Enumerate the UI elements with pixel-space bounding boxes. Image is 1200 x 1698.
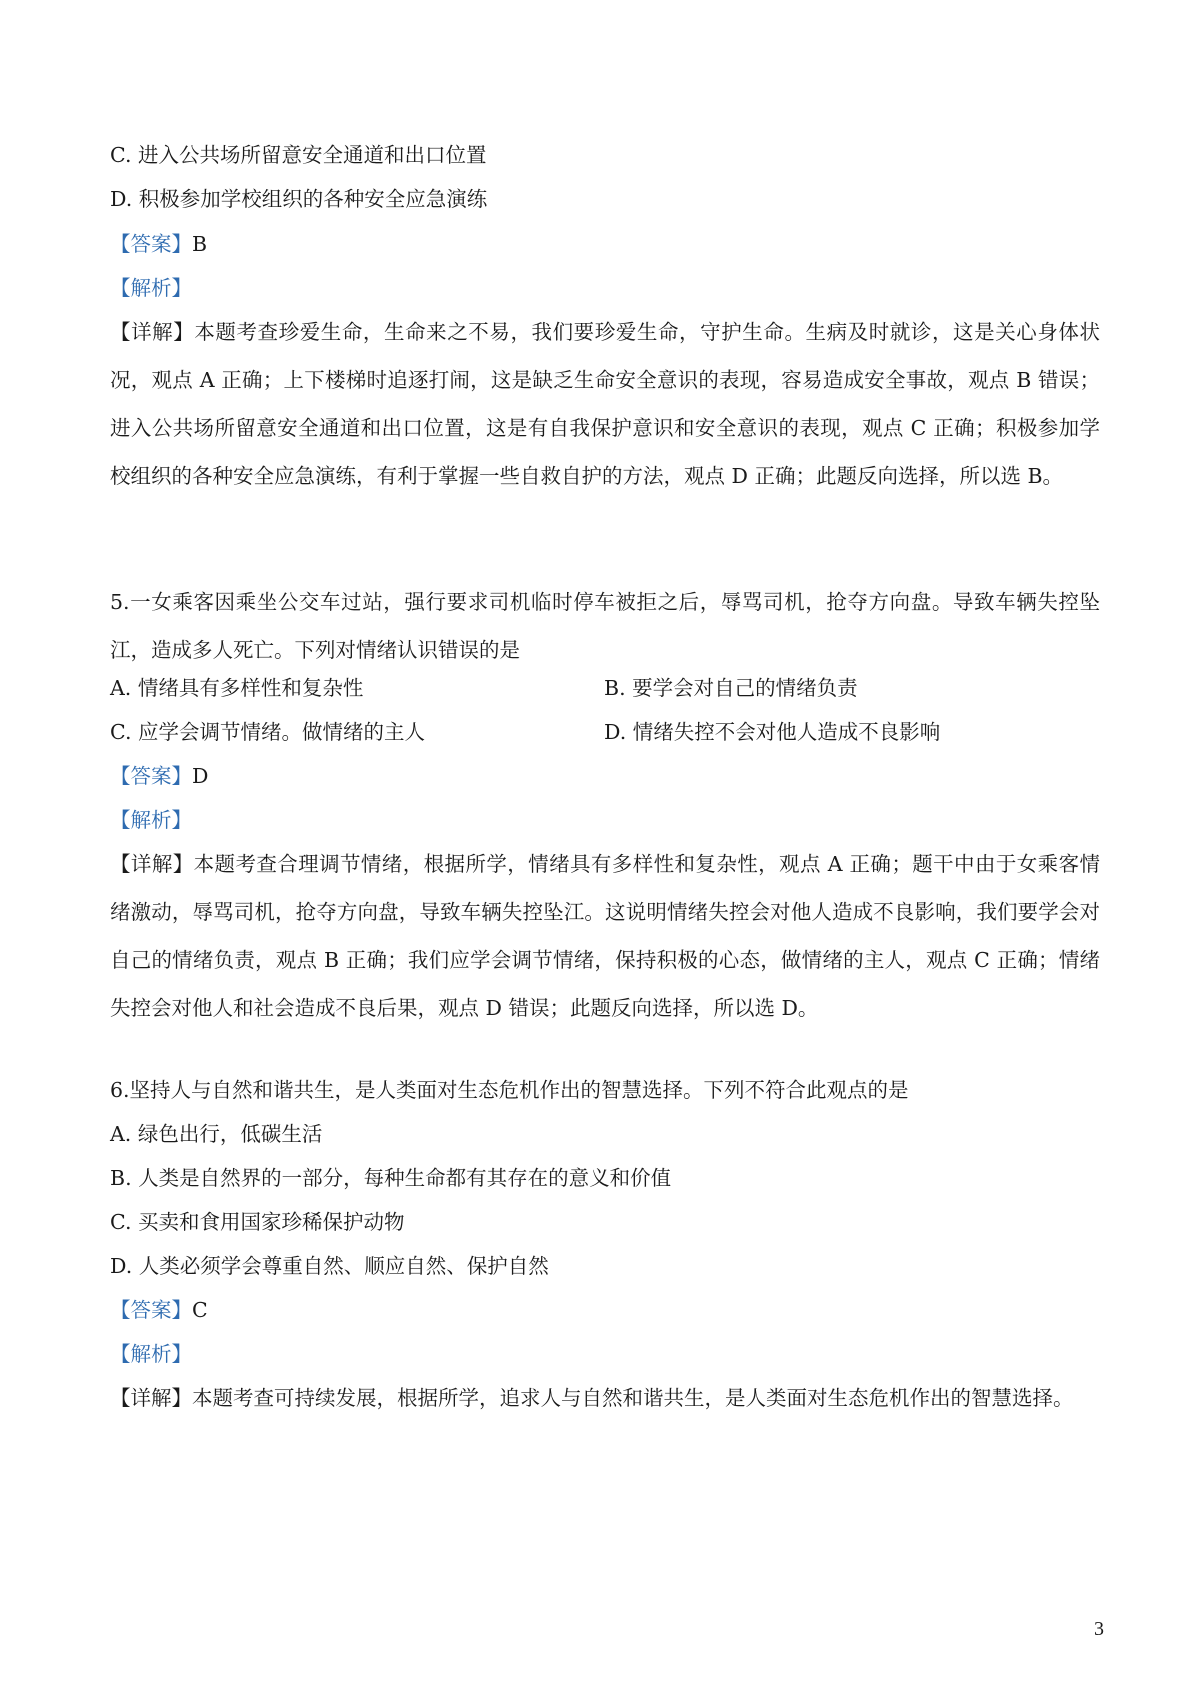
answer-label: 【答案】	[110, 1298, 192, 1322]
q6-option-d: D. 人类必须学会尊重自然、顺应自然、保护自然	[110, 1254, 549, 1278]
q6-option-a: A. 绿色出行，低碳生活	[110, 1122, 323, 1146]
q5-stem: 5.一女乘客因乘坐公交车过站，强行要求司机临时停车被拒之后，辱骂司机，抢夺方向盘。导致车辆失控坠江，造成多人死亡。下列对情绪认识错误的是	[110, 590, 1100, 662]
detail-text: 本题考查珍爱生命，生命来之不易，我们要珍爱生命，守护生命。生病及时就诊，这是关心身体状况，观点 A 正确；上下楼梯时追逐打闹，这是缺乏生命安全意识的表现，容易造成安全事故，观点 B 错误；进入公共场所留意安全通道和出口位置，这是有自我保护意识和安全意识的表现，观点 C 正确；积极参加学校组织的各种安全应急演练，有利于掌握一些自救自护的方法，观点 D 正确；此题反向选择，所以选 B。	[110, 320, 1101, 488]
answer-label: 【答案】	[110, 764, 192, 788]
detail-text: 本题考查可持续发展，根据所学，追求人与自然和谐共生，是人类面对生态危机作出的智慧选择。	[192, 1386, 1074, 1410]
q6-stem: 6.坚持人与自然和谐共生，是人类面对生态危机作出的智慧选择。下列不符合此观点的是	[110, 1078, 909, 1102]
q5-option-d: D. 情绪失控不会对他人造成不良影响	[604, 720, 941, 744]
q4-option-d: D. 积极参加学校组织的各种安全应急演练	[110, 187, 488, 211]
q5-detail	[110, 840, 1100, 1032]
answer-value: D	[192, 764, 209, 788]
detail-text: 本题考查合理调节情绪，根据所学，情绪具有多样性和复杂性，观点 A 正确；题干中由于女乘客情绪激动，辱骂司机，抢夺方向盘，导致车辆失控坠江。这说明情绪失控会对他人造成不良影响，我们要学会对自己的情绪负责，观点 B 正确；我们应学会调节情绪，保持积极的心态，做情绪的主人，观点 C 正确；情绪失控会对他人和社会造成不良后果，观点 D 错误；此题反向选择，所以选 D。	[110, 852, 1101, 1020]
detail-label: 【详解】	[110, 320, 195, 344]
q5-option-c: C. 应学会调节情绪。做情绪的主人	[110, 720, 425, 744]
q4-detail	[110, 308, 1100, 500]
q6-option-c: C. 买卖和食用国家珍稀保护动物	[110, 1210, 405, 1234]
answer-label: 【答案】	[110, 232, 192, 256]
q4-answer	[110, 230, 207, 258]
q6-detail	[110, 1384, 1074, 1412]
q5-answer	[110, 762, 208, 790]
q6-answer	[110, 1296, 208, 1324]
q4-option-c: C. 进入公共场所留意安全通道和出口位置	[110, 143, 487, 167]
q5-option-a: A. 情绪具有多样性和复杂性	[110, 676, 364, 700]
detail-label: 【详解】	[110, 1386, 192, 1410]
detail-label: 【详解】	[110, 852, 194, 876]
page-number: 3	[1094, 1618, 1104, 1640]
q4-analysis-label: 【解析】	[110, 276, 192, 300]
q6-analysis-label: 【解析】	[110, 1342, 192, 1366]
q6-option-b: B. 人类是自然界的一部分，每种生命都有其存在的意义和价值	[110, 1166, 672, 1190]
answer-value: B	[192, 232, 208, 256]
q5-option-b: B. 要学会对自己的情绪负责	[604, 676, 858, 700]
answer-value: C	[192, 1298, 208, 1322]
q5-analysis-label: 【解析】	[110, 808, 192, 832]
